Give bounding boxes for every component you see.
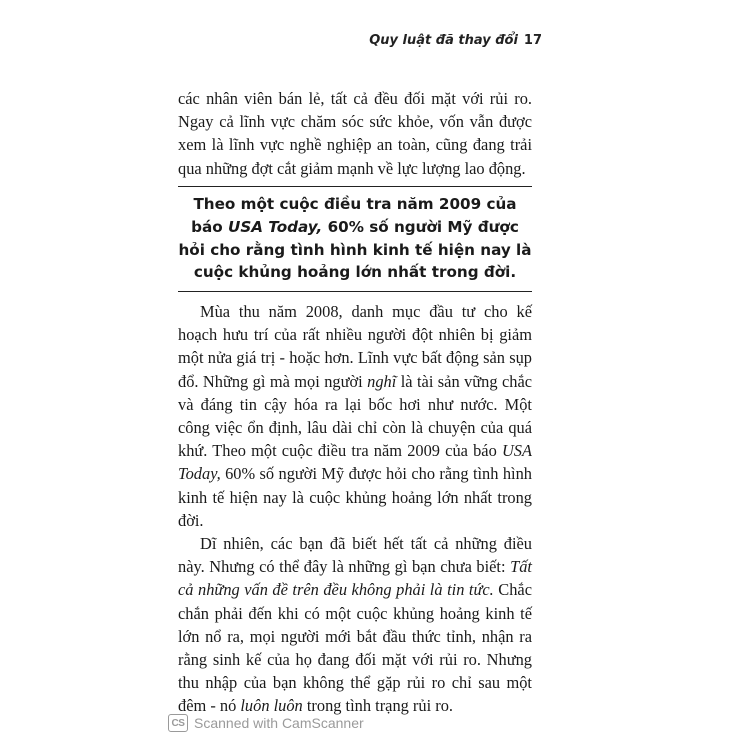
emphasis-think: nghĩ	[367, 371, 397, 391]
pull-quote-text-2: 60% số người Mỹ được hỏi cho rằng tình hình kinh tế hiện nay là cuộc khủng hoảng lớn nhất trong đời.	[178, 217, 532, 282]
pull-quote-text-1: Theo một cuộc điều tra năm 2009 của báo	[191, 195, 517, 236]
pull-quote-emphasis: USA Today,	[228, 217, 323, 236]
emphasis-not-news: Tất cả những vấn đề trên đều không phải là tin tức.	[178, 557, 532, 600]
page-number: 17	[523, 33, 542, 48]
paragraph-text-3: 60% số người Mỹ được hỏi cho rằng tình hình kinh tế hiện nay là cuộc khủng hoảng lớn nhất trong đời.	[178, 464, 532, 530]
pull-quote	[178, 186, 532, 292]
paragraph-text-1: Dĩ nhiên, các bạn đã biết hết tất cả những điều này. Nhưng có thể đây là những gì bạn chưa biết:	[178, 534, 532, 577]
paragraph-continuation	[178, 87, 532, 180]
paragraph-text-1: Mùa thu năm 2008, danh mục đầu tư cho kế hoạch hưu trí của rất nhiều người đột nhiên bị giảm một nửa giá trị - hoặc hơn. Lĩnh vực bất động sản sụp đổ. Những gì mà mọi người	[178, 302, 532, 391]
scanner-watermark	[168, 714, 364, 732]
emphasis-always: luôn luôn	[240, 696, 303, 716]
running-title: Quy luật đã thay đổi	[369, 33, 518, 48]
paragraph-text-2: là tài sản vững chắc và đáng tin cậy hóa ra lại bốc hơi như nước. Một công việc ổn định, lâu dài chỉ còn là chuyện của quá khứ. Theo một cuộc điều tra năm 2009 của báo	[178, 371, 532, 461]
paragraph-of-course	[178, 532, 532, 718]
running-header	[369, 33, 542, 48]
paragraph-text-2: Chắc chắn phải đến khi có một cuộc khủng hoảng kinh tế lớn nổ ra, mọi người mới bắt đầu thức tỉnh, nhận ra rằng sinh kế của họ đang đối mặt với rủi ro. Nhưng thu nhập của bạn không thể gặp rủi ro chỉ sau một đêm - nó	[178, 580, 532, 716]
camscanner-logo-icon: CS	[168, 714, 188, 732]
emphasis-usa-today: USA Today,	[178, 441, 532, 484]
paragraph-text-3: trong tình trạng rủi ro.	[302, 696, 453, 716]
scanner-text: Scanned with CamScanner	[194, 715, 364, 731]
paragraph-autumn-2008	[178, 300, 532, 532]
paragraph-text: các nhân viên bán lẻ, tất cả đều đối mặt với rủi ro. Ngay cả lĩnh vực chăm sóc sức khỏe, vốn vẫn được xem là lĩnh vực nghề nghiệp an toàn, cũng đang trải qua những đợt cắt giảm mạnh về lực lượng lao động.	[178, 89, 532, 178]
